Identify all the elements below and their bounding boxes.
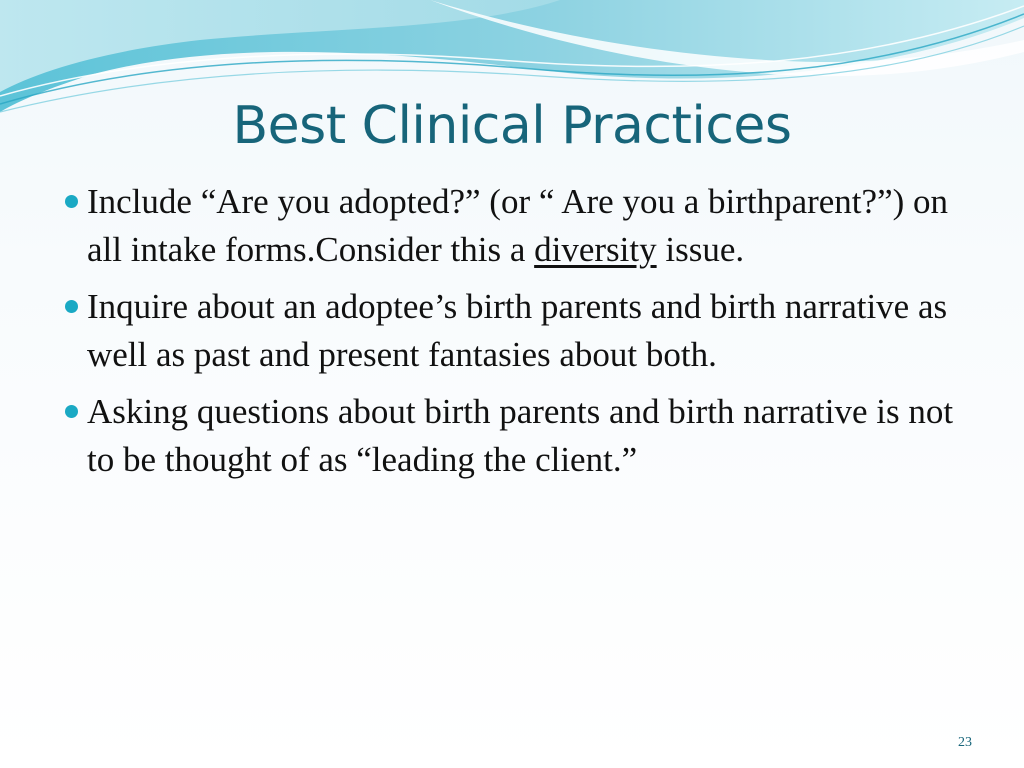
bullet-text: Inquire about an adoptee’s birth parents and birth narrative as well as past and present fantasies about both. — [87, 287, 948, 374]
bullet-item-inquire — [62, 283, 962, 379]
bullet-dot-icon — [65, 405, 78, 418]
bullet-dot-icon — [65, 195, 78, 208]
bullet-text-part: issue. — [656, 230, 745, 269]
slide-title: Best Clinical Practices — [232, 96, 792, 156]
bullet-item-intake-forms — [62, 178, 962, 274]
bullet-dot-icon — [65, 300, 78, 313]
bullet-text-part: Include “Are you adopted?” (or “ Are you a birthparent?”) on all intake forms.Consider this a — [87, 182, 949, 269]
page-number: 23 — [958, 735, 972, 750]
bullet-item-asking-questions — [62, 388, 962, 484]
bullet-list — [62, 178, 962, 493]
diversity-underlined-text: diversity — [534, 230, 657, 269]
bullet-text: Asking questions about birth parents and birth narrative is not to be thought of as “leading the client.” — [87, 392, 954, 479]
